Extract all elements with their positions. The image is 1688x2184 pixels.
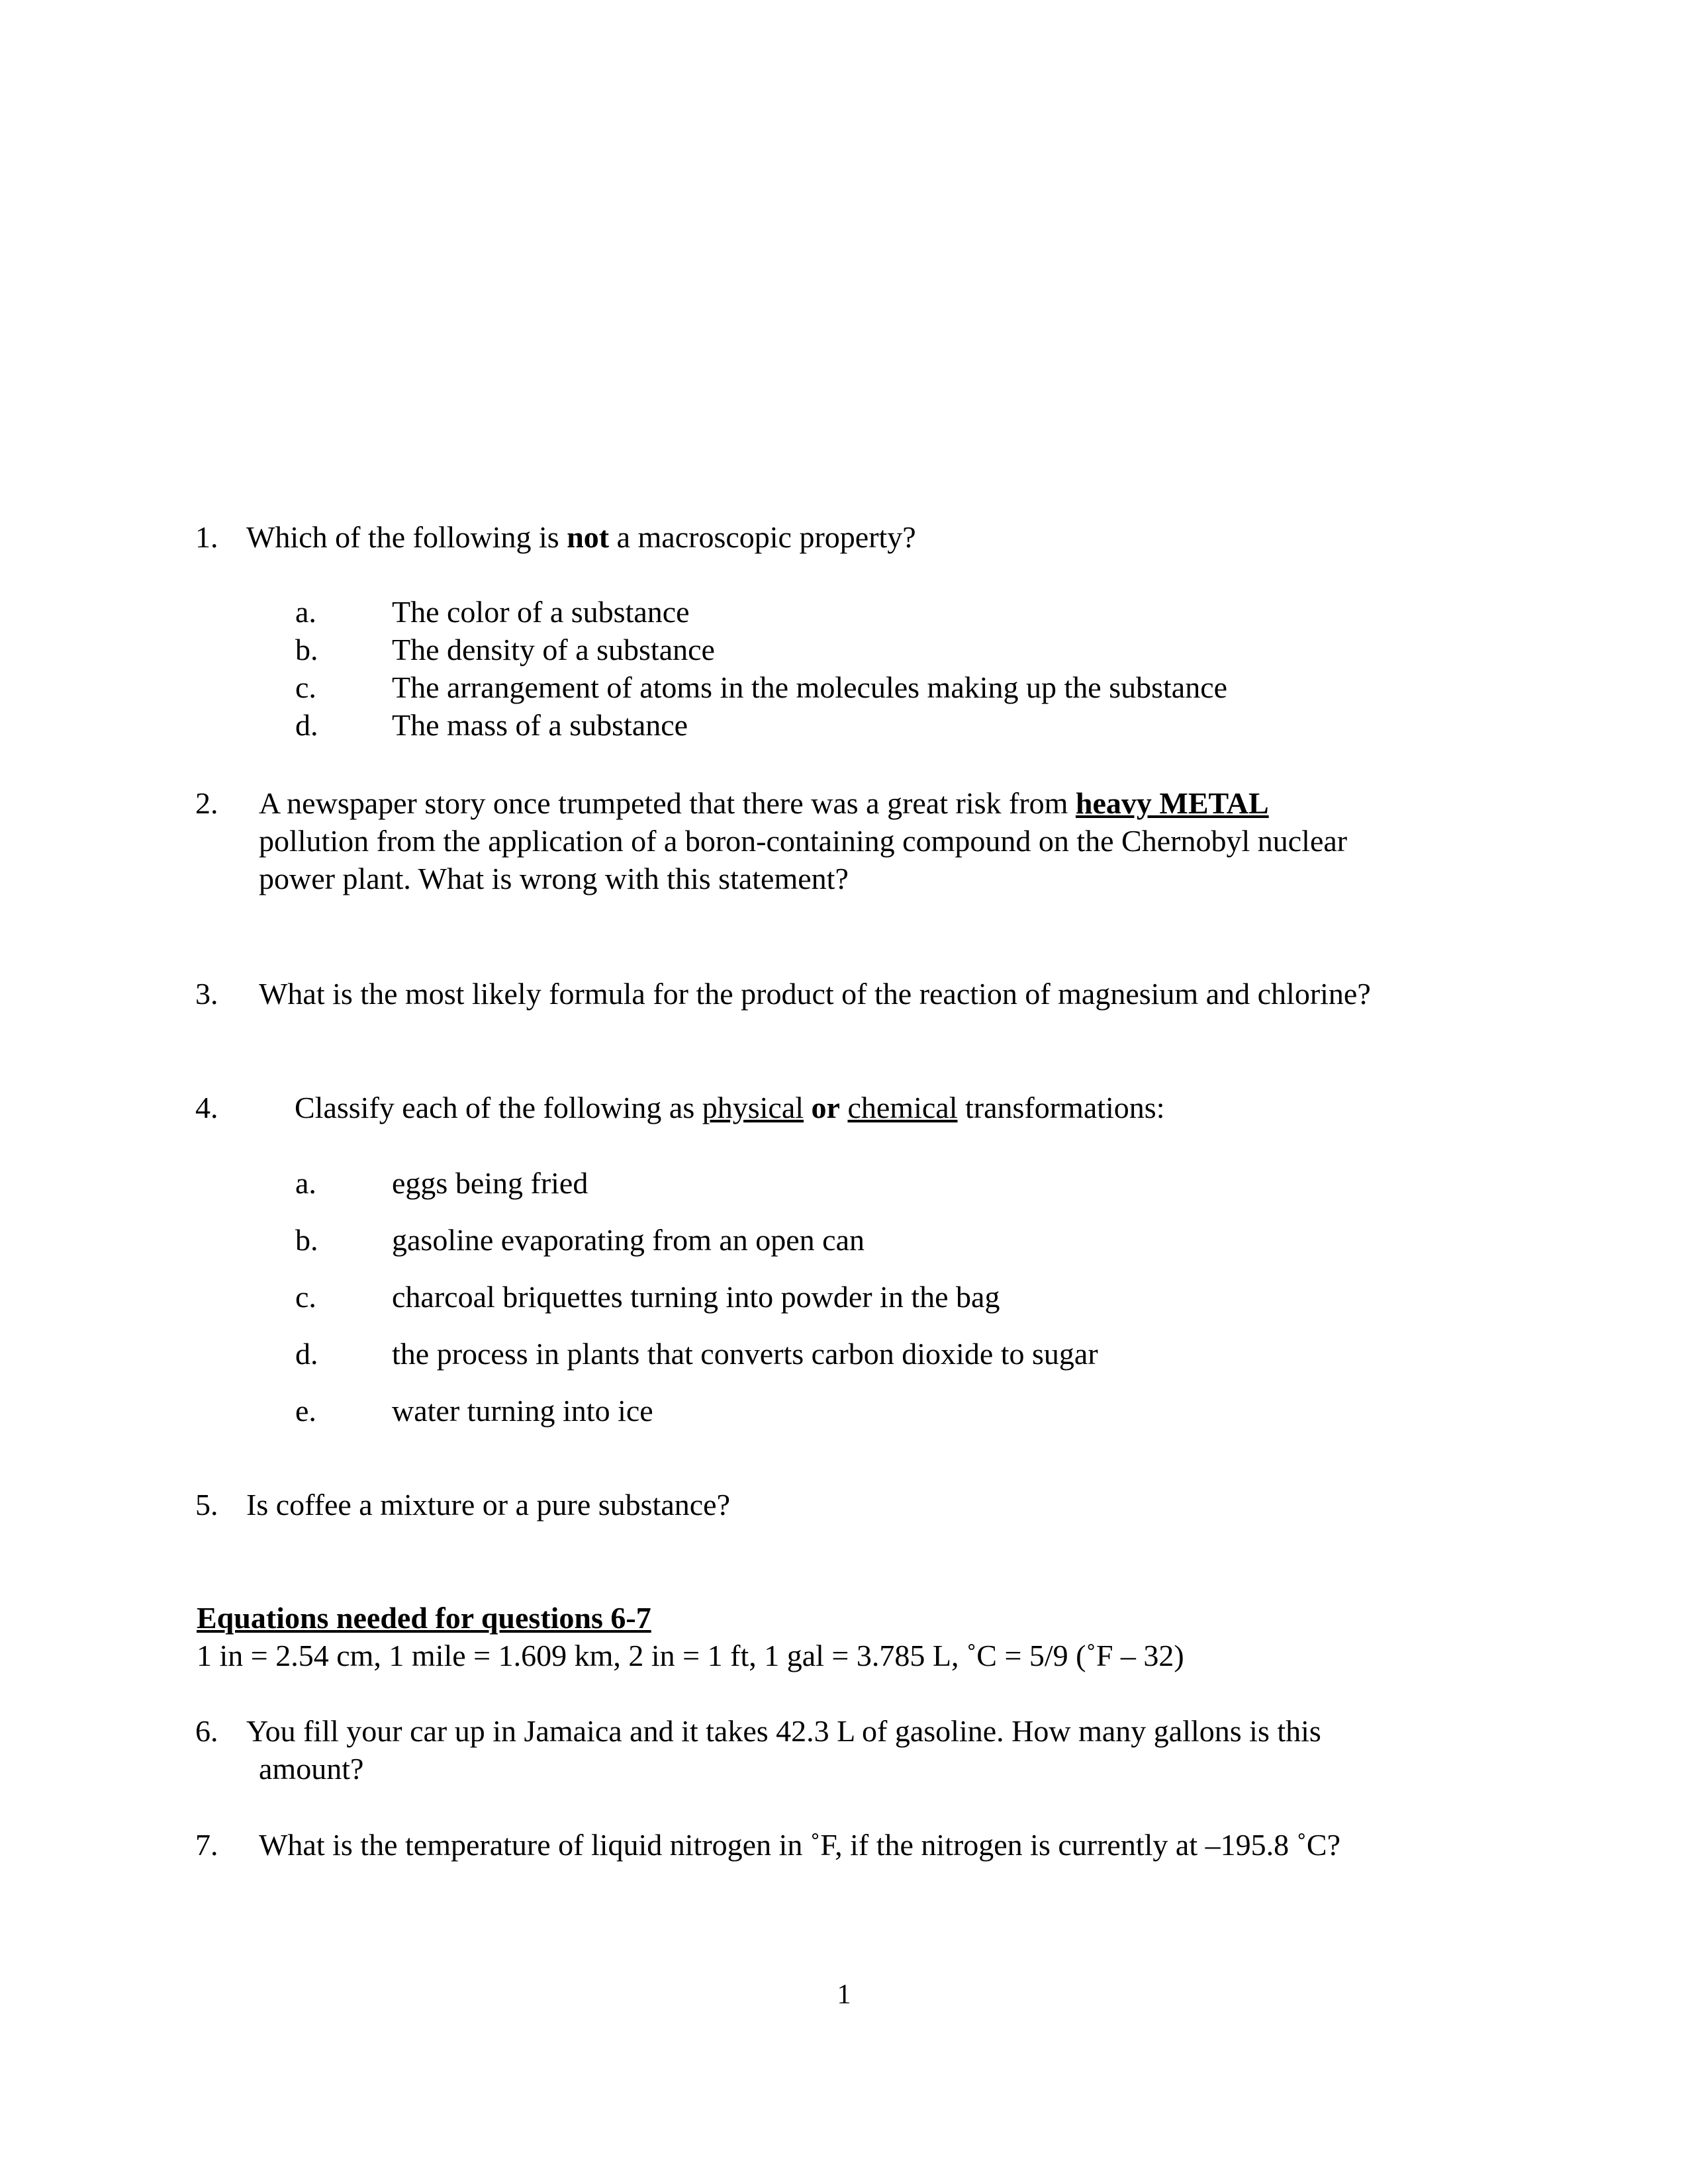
question-6-line-1: You fill your car up in Jamaica and it takes 42.3 L of gasoline. How many gallons is this bbox=[246, 1714, 1321, 1748]
question-6-number: 6. bbox=[195, 1714, 218, 1748]
question-1-text: Which of the following is not a macroscopic property? bbox=[246, 520, 916, 554]
question-4-text: Classify each of the following as physical or chemical transformations: bbox=[295, 1091, 1165, 1124]
question-4-number: 4. bbox=[195, 1091, 218, 1124]
question-6-line-2: amount? bbox=[259, 1752, 364, 1786]
question-2-line-2: pollution from the application of a boron-containing compound on the Chernobyl nuclear bbox=[259, 824, 1348, 858]
chemical-term: chemical bbox=[847, 1091, 958, 1124]
question-5-number: 5. bbox=[195, 1488, 218, 1522]
physical-term: physical bbox=[702, 1091, 804, 1124]
question-2-line-1: A newspaper story once trumpeted that there was a great risk from heavy METAL bbox=[259, 786, 1269, 820]
question-7-number: 7. bbox=[195, 1828, 218, 1862]
equations-heading: Equations needed for questions 6-7 bbox=[197, 1601, 651, 1635]
question-3-number: 3. bbox=[195, 977, 218, 1011]
equations-text: 1 in = 2.54 cm, 1 mile = 1.609 km, 2 in = 1 ft, 1 gal = 3.785 L, ˚C = 5/9 (˚F – 32) bbox=[197, 1639, 1184, 1672]
question-2-number: 2. bbox=[195, 786, 218, 820]
question-1-number: 1. bbox=[195, 520, 218, 554]
question-5-text: Is coffee a mixture or a pure substance? bbox=[246, 1488, 730, 1522]
question-2-line-3: power plant. What is wrong with this statement? bbox=[259, 862, 849, 895]
page-number: 1 bbox=[837, 1979, 851, 2010]
heavy-metal-emphasis: heavy METAL bbox=[1075, 786, 1269, 820]
question-7-text: What is the temperature of liquid nitrogen in ˚F, if the nitrogen is currently at –195.8 ˚C? bbox=[259, 1828, 1341, 1862]
question-3-text: What is the most likely formula for the product of the reaction of magnesium and chlorine? bbox=[259, 977, 1371, 1011]
